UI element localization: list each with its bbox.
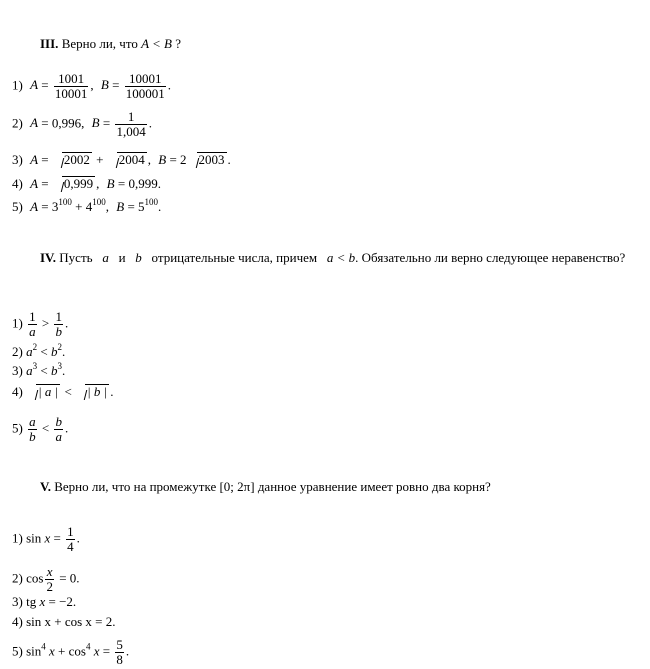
fraction: $\frac{1}{4}$ [67,524,74,554]
section-3-question: Верно ли, что [61,36,138,51]
sqrt: 2003 [188,152,227,167]
fraction: $\frac{5}{8}$ [116,637,123,667]
s5-item-3: 3) tg x = −2. [12,594,77,609]
s3-item-3: 3) A = 2002 + 2004 , B = 2 2003 . [12,152,231,167]
sqrt: 0,999 [53,176,95,191]
section-4-paragraph: IV. Пусть a и b отрицательные числа, причем a < b. Обязательно ли верно следующее неравенство? [40,250,626,265]
s5-item-1: 1) sin x = $\frac{1}{4}$ . [12,524,80,554]
s3-item-2: 2) A = 0,996, B = $\frac{1}{1,004}$ . [12,109,152,139]
s5-item-4: 4) sin x + cos x = 2. [12,614,116,629]
sqrt: | b | [76,384,109,399]
sqrt: 2004 [108,152,147,167]
section-3-title: III. Верно ли, что A < B ? [40,36,182,51]
section-5-title: V. Верно ли, что на промежутке [0; 2π] данное уравнение имеет ровно два корня? [40,479,491,494]
fraction: $\frac{1}{b}$ [55,309,62,339]
s4-item-5: 5) $\frac{a}{b}$ < $\frac{b}{a}$ . [12,414,69,444]
s5-item-5: 5) $\sin^4 x + \cos^4 x$ = $\frac{5}{8}$ . [12,637,130,667]
fraction: $\frac{10001}{100001}$ [125,71,165,101]
s5-item-2: 2) cos $\frac{x}{2}$ = 0. [12,564,80,594]
fraction: $\frac{b}{a}$ [55,414,62,444]
sqrt: | a | [27,384,60,399]
s4-item-4: 4) | a | < | b | . [12,384,114,399]
s4-item-3: 3) $a^3 < b^3$. [12,361,66,378]
fraction: $\frac{a}{b}$ [29,414,36,444]
s3-item-5: 5) $A = 3^{100} + 4^{100}$, $B = 5^{100}$. [12,197,162,214]
section-4-number: IV. [40,250,57,265]
section-3-condition: A < B [141,36,172,51]
section-3-number: III. [40,36,59,51]
s4-item-2: 2) $a^2 < b^2$. [12,342,66,359]
s3-item-4: 4) A = 0,999 , B = 0,999. [12,176,161,191]
s4-item-1: 1) $\frac{1}{a}$ > $\frac{1}{b}$ . [12,309,69,339]
s3-item-1: 1) A = $\frac{1001}{10001}$ , B = $\frac{10001}{100001}$ . [12,71,171,101]
fraction: $\frac{x}{2}$ [46,564,53,594]
fraction: $\frac{1}{1,004}$ [116,109,146,139]
sqrt: 2002 [53,152,92,167]
fraction: $\frac{1}{a}$ [29,309,36,339]
section-5-number: V. [40,479,51,494]
fraction: $\frac{1001}{10001}$ [54,71,88,101]
